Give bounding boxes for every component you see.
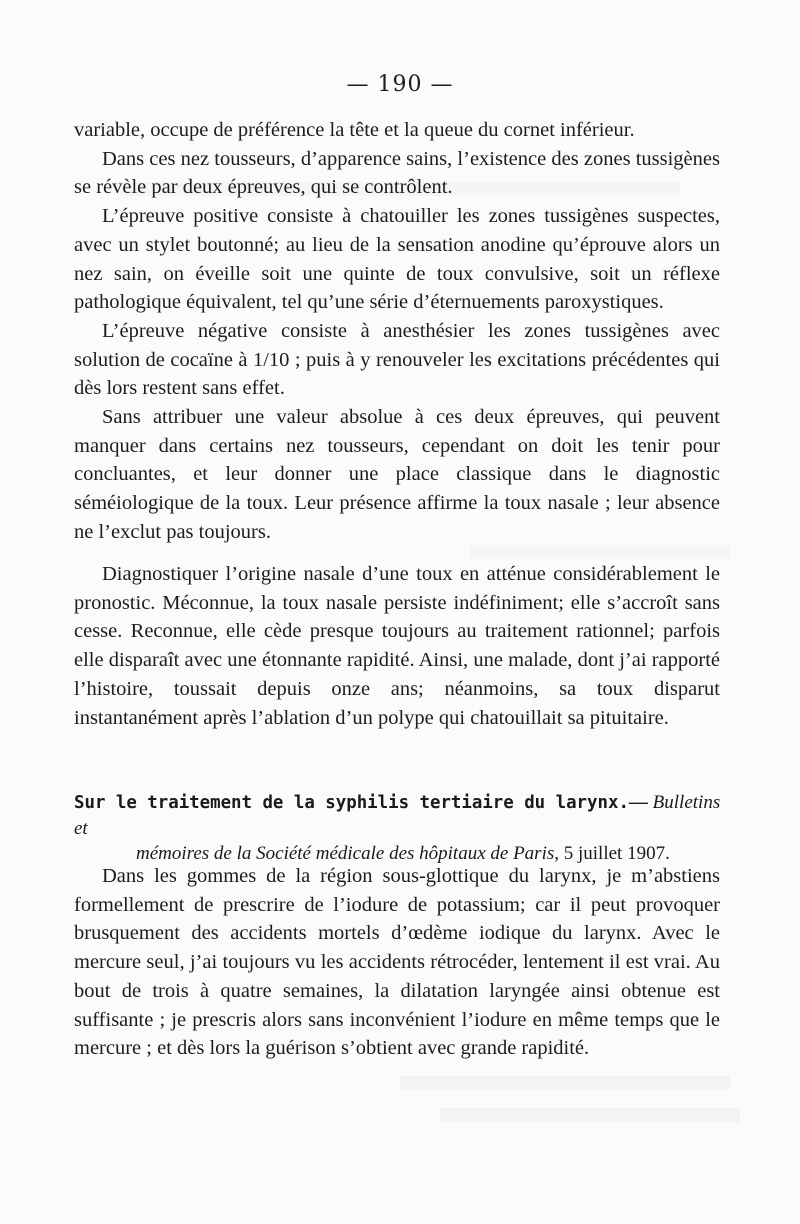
show-through-smudge (440, 1108, 740, 1122)
article-reference-part2: mémoires de la Société médicale des hôpitaux de Paris, (136, 843, 559, 864)
heading-dash: — (628, 792, 648, 813)
paragraph: variable, occupe de préférence la tête et la queue du cornet inférieur. (74, 119, 635, 141)
paragraph: Sans attribuer une valeur absolue à ces deux épreuves, qui peuvent manquer dans certains nez tousseurs, cependant on doit les tenir pour concluantes, et leur donner une place classique dans le diagnostic séméiologique de la toux. Leur présence affirme la toux nasale ; leur absence ne l’exclut pas toujours. (74, 406, 720, 543)
paragraph: Diagnostiquer l’origine nasale d’une toux en atténue considérablement le pronostic. Méconnue, la toux nasale persiste indéfiniment; elle s’accroît sans cesse. Reconnue, elle cède presque toujours au traitement rationnel; parfois elle disparaît avec une étonnante rapidité. Ainsi, une malade, dont j’ai rapporté l’histoire, toussait depuis onze ans; néanmoins, sa toux disparut instantanément après l’ablation d’un polype qui chatouillait sa pituitaire. (74, 563, 720, 729)
paragraph: Dans ces nez tousseurs, d’apparence sains, l’existence des zones tussigènes se révèle par deux épreuves, qui se contrôlent. (74, 147, 720, 199)
paragraph: L’épreuve positive consiste à chatouiller les zones tussigènes suspectes, avec un stylet boutonné; au lieu de la sensation anodine qu’éprouve alors un nez sain, on éveille soit une quinte de toux convulsive, soit un réflexe pathologique équivalent, tel qu’une série d’éternuements paroxystiques. (74, 205, 720, 314)
text-block-syphilis-treatment (74, 862, 720, 1063)
page-number: — 190 — (346, 72, 454, 97)
article-heading (74, 790, 724, 866)
show-through-smudge (400, 1076, 730, 1090)
article-reference-part1: Bulletins et (74, 792, 721, 839)
article-date: 5 juillet 1907. (563, 843, 670, 864)
article-title: Sur le traitement de la syphilis tertiaire du larynx. (74, 793, 629, 813)
text-block-tussigenic-zones (74, 116, 720, 547)
show-through-smudge (470, 545, 730, 559)
paragraph: L’épreuve négative consiste à anesthésier les zones tussigènes avec solution de cocaïne à 1/10 ; puis à y renouveler les excitations précédentes qui dès lors restent sans effet. (74, 319, 720, 400)
text-block-prognosis (74, 560, 720, 732)
paragraph: Dans les gommes de la région sous-glottique du larynx, je m’abstiens formellement de prescrire de l’iodure de potassium; car il peut provoquer brusquement des accidents mortels d’œdème iodique du larynx. Avec le mercure seul, j’ai toujours vu les accidents rétrocéder, lentement il est vrai. Au bout de trois à quatre semaines, la dilatation laryngée ainsi obtenue est suffisante ; je prescris alors sans inconvénient l’iodure en même temps que le mercure ; et dès lors la guérison s’obtient avec grande rapidité. (74, 865, 720, 1060)
